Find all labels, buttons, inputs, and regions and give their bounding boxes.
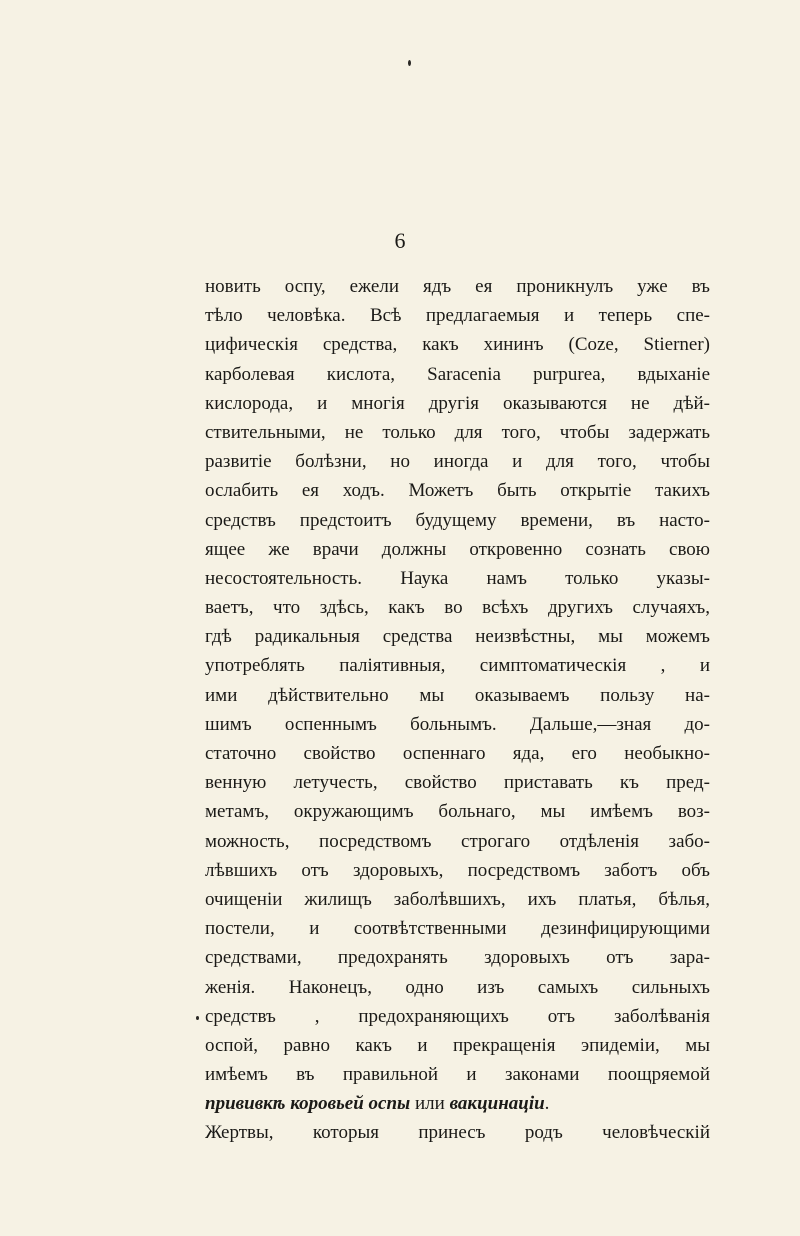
text-line: карболевая кислота, Saracenia purpurea, вдыханіе xyxy=(205,363,710,385)
italic-phrase: вакцинаціи xyxy=(449,1093,545,1115)
text-line: ящее же врачи должны откровенно сознать свою xyxy=(205,538,710,560)
text-line: оспой, равно какъ и прекращенія эпидеміи, мы xyxy=(205,1034,710,1056)
text-line: женія. Наконецъ, одно изъ самыхъ сильныхъ xyxy=(205,976,710,998)
text-line: ствительными, не только для того, чтобы задержать xyxy=(205,421,710,443)
text-line: ослабить ея ходъ. Можетъ быть открытіе такихъ xyxy=(205,480,710,502)
text-line: средствъ , предохраняющихъ отъ заболѣванія xyxy=(205,1005,710,1027)
text-line: постели, и соотвѣтственными дезинфицирующими xyxy=(205,918,710,940)
text-line: употреблять паліятивныя, симптоматическія , и xyxy=(205,655,710,677)
text-line: средствами, предохранять здоровыхъ отъ зара- xyxy=(205,947,710,969)
text-line: ими дѣйствительно мы оказываемъ пользу на- xyxy=(205,684,710,706)
page-number: 6 xyxy=(394,228,406,253)
text-line: имѣемъ въ правильной и законами поощряемой xyxy=(205,1064,710,1086)
text-line: средствъ предстоитъ будущему времени, въ насто- xyxy=(205,509,710,531)
text-line: лѣвшихъ отъ здоровыхъ, посредствомъ заботъ объ xyxy=(205,859,710,881)
paper-speck xyxy=(196,1016,199,1020)
text-line: Жертвы, которыя принесъ родъ человѣческій xyxy=(205,1122,710,1144)
italic-phrase: прививкѣ коровьей оспы xyxy=(205,1093,411,1115)
text-line: развитіе болѣзни, но иногда и для того, чтобы xyxy=(205,451,710,473)
text-line: кислорода, и многія другія оказываются не дѣй- xyxy=(205,392,710,414)
text-line: цифическія средства, какъ хининъ (Coze, Stierner) xyxy=(205,334,710,356)
text-line: статочно свойство оспеннаго яда, его необыкно- xyxy=(205,743,710,764)
text-line: тѣло человѣка. Всѣ предлагаемыя и теперь спе- xyxy=(205,305,710,327)
text-line: несостоятельность. Наука намъ только указы- xyxy=(205,567,710,589)
text-line: можность, посредствомъ строгаго отдѣленія забо- xyxy=(205,830,710,852)
text-line: венную летучесть, свойство приставать къ пред- xyxy=(205,772,710,794)
body-text xyxy=(205,272,710,1148)
text-line: метамъ, окружающимъ больнаго, мы имѣемъ воз- xyxy=(205,801,710,823)
text-line: ваетъ, что здѣсь, какъ во всѣхъ другихъ случаяхъ, xyxy=(205,597,710,619)
text-line: очищеніи жилищъ заболѣвшихъ, ихъ платья, бѣлья, xyxy=(205,888,710,910)
paper-speck xyxy=(408,60,411,66)
text-line: новить оспу, ежели ядъ ея проникнулъ уже въ xyxy=(205,276,710,297)
text-line-italic xyxy=(205,1089,710,1118)
text-line: шимъ оспеннымъ больнымъ. Дальше,—зная до- xyxy=(205,713,710,735)
punctuation: . xyxy=(544,1093,550,1115)
connector-text: или xyxy=(410,1093,450,1115)
text-line: гдѣ радикальныя средства неизвѣстны, мы можемъ xyxy=(205,626,710,648)
